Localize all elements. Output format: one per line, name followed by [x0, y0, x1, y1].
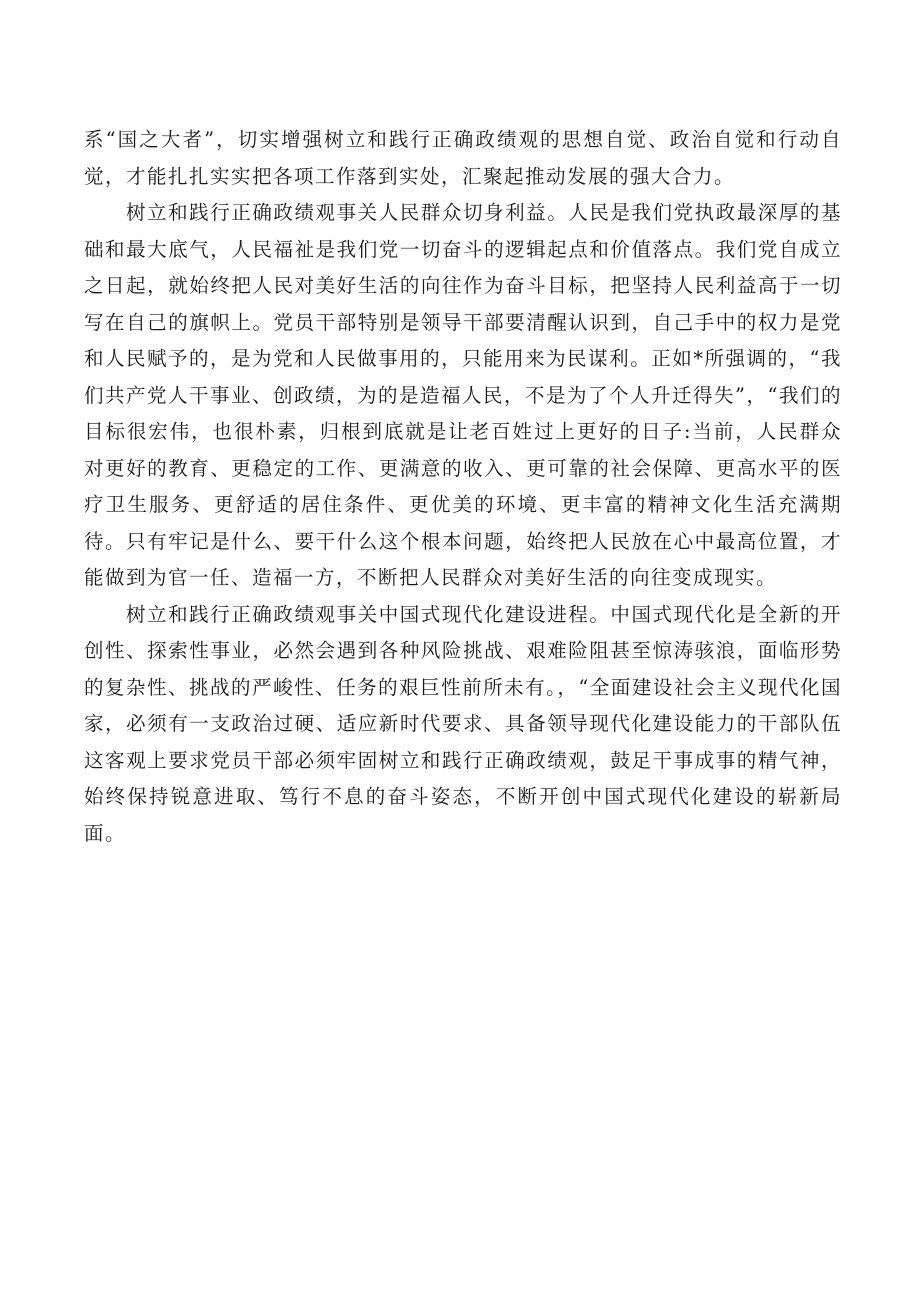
document-body — [84, 122, 842, 852]
paragraph-continuation: 系“国之大者”，切实增强树立和践行正确政绩观的思想自觉、政治自觉和行动自觉，才能扎扎实实把各项工作落到实处，汇聚起推动发展的强大合力。 — [84, 128, 842, 188]
paragraph-people-interests: 树立和践行正确政绩观事关人民群众切身利益。人民是我们党执政最深厚的基础和最大底气，人民福祉是我们党一切奋斗的逻辑起点和价值落点。我们党自成立之日起，就始终把人民对美好生活的向往作为奋斗目标，把坚持人民利益高于一切写在自己的旗帜上。党员干部特别是领导干部要清醒认识到，自己手中的权力是党和人民赋予的，是为党和人民做事用的，只能用来为民谋利。正如*所强调的，“我们共产党人干事业、创政绩，为的是造福人民，不是为了个人升迁得失”，“我们的目标很宏伟，也很朴素，归根到底就是让老百姓过上更好的日子:当前，人民群众对更好的教育、更稳定的工作、更满意的收入、更可靠的社会保障、更高水平的医疗卫生服务、更舒适的居住条件、更优美的环境、更丰富的精神文化生活充满期待。只有牢记是什么、要干什么这个根本问题，始终把人民放在心中最高位置，才能做到为官一任、造福一方，不断把人民群众对美好生活的向往变成现实。 — [84, 201, 842, 589]
paragraph-modernization: 树立和践行正确政绩观事关中国式现代化建设进程。中国式现代化是全新的开创性、探索性事业，必然会遇到各种风险挑战、艰难险阻甚至惊涛骇浪，面临形势的复杂性、挑战的严峻性、任务的艰巨性前所未有。，“全面建设社会主义现代化国家，必须有一支政治过硬、适应新时代要求、具备领导现代化建设能力的干部队伍这客观上要求党员干部必须牢固树立和践行正确政绩观，鼓足干事成事的精气神，始终保持锐意进取、笃行不息的奋斗姿态，不断开创中国式现代化建设的崭新局面。 — [84, 602, 842, 845]
